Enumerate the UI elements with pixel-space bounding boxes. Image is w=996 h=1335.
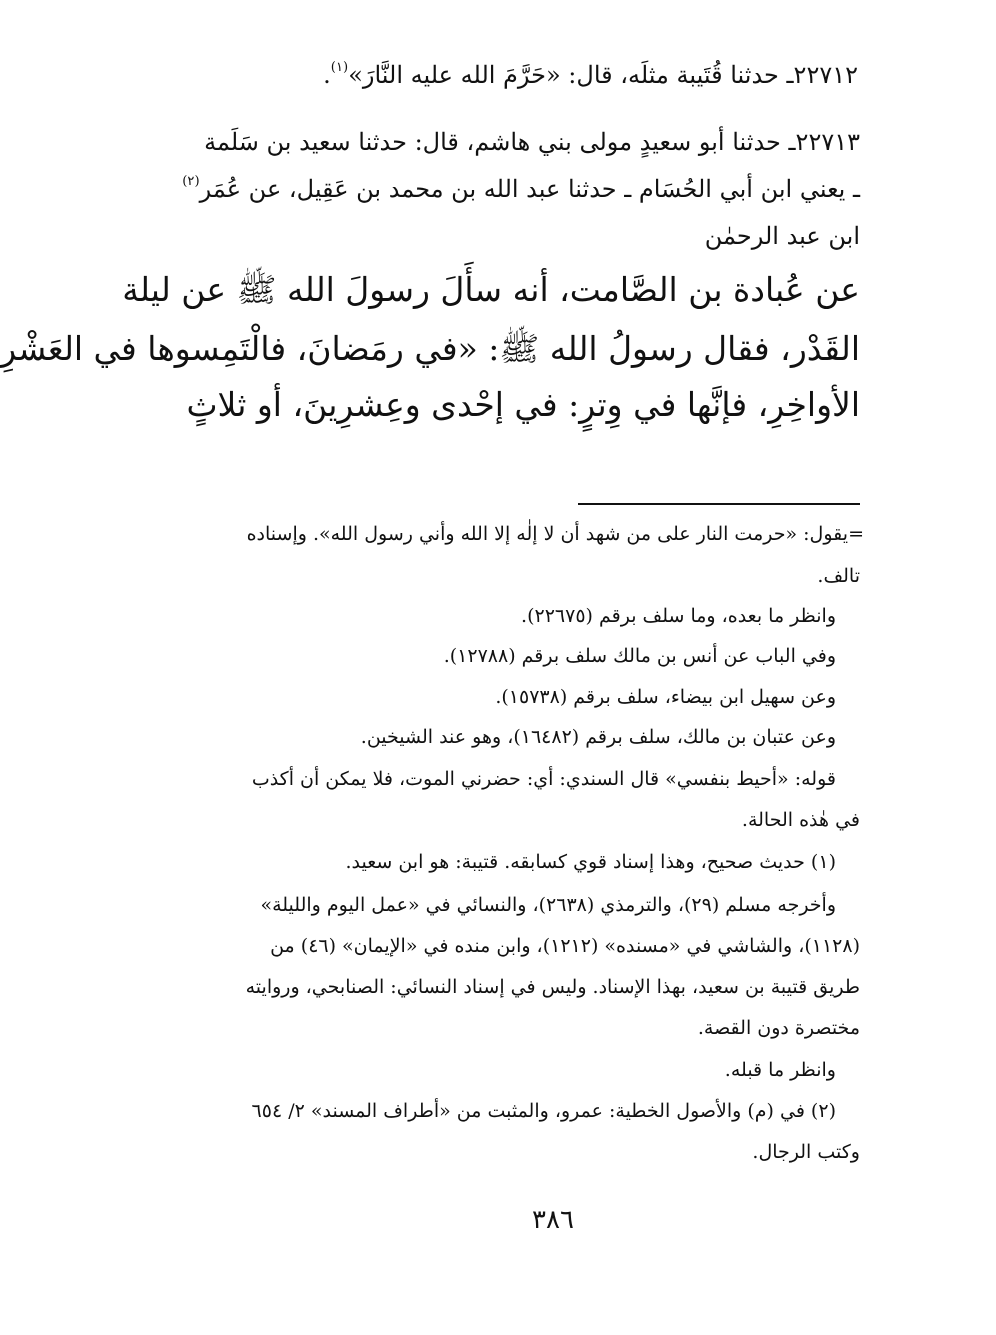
footnote-line-14: وانظر ما قبله. xyxy=(724,1059,836,1081)
footnote-line-2: تالف. xyxy=(817,565,860,587)
isnad-line-1: ٢٢٧١٣ـ حدثنا أبو سعيدٍ مولى بني هاشم، قال: حدثنا سعيد بن سَلَمة xyxy=(204,128,860,156)
page-number: ٣٨٦ xyxy=(532,1205,574,1235)
isnad-line-2 xyxy=(182,174,860,203)
footnote-line-7: قوله: «أحيط بنفسي» قال السندي: أي: حضرني الموت، فلا يمكن أن أكذب xyxy=(251,768,836,790)
footnote-line-12: طريق قتيبة بن سعيد، بهذا الإسناد. وليس في إسناد النسائي: الصنابحي، وروايته xyxy=(245,976,860,998)
footnote-line-5: وعن سهيل ابن بيضاء، سلف برقم (١٥٧٣٨). xyxy=(495,686,836,708)
isnad-line-3: ابن عبد الرحمٰن xyxy=(704,222,860,250)
hadith-22712-text: ٢٢٧١٢ـ حدثنا قُتَيبة مثلَه، قال: «حَرَّمَ الله عليه النَّارَ» xyxy=(348,60,858,89)
footnote-ref-2: (٢) xyxy=(182,174,200,189)
footnote-line-8: في هٰذه الحالة. xyxy=(741,809,860,831)
footnote-line-15: (٢) في (م) والأصول الخطية: عمرو، والمثبت من «أطراف المسند» ٢/ ٦٥٤ xyxy=(251,1100,836,1122)
footnote-line-11: (١١٢٨)، والشاشي في «مسنده» (١٢١٢)، وابن منده في «الإيمان» (٤٦) من xyxy=(270,935,860,957)
matn-line-2: القَدْر، فقال رسولُ الله ﷺ: «في رمَضانَ، فالْتَمِسوها في العَشْرِ xyxy=(0,329,860,368)
footnote-line-4: وفي الباب عن أنس بن مالك سلف برقم (١٢٧٨٨). xyxy=(443,645,836,667)
footnote-line-10: وأخرجه مسلم (٢٩)، والترمذي (٢٦٣٨)، والنسائي في «عمل اليوم والليلة» xyxy=(260,894,836,916)
hadith-22712-line xyxy=(246,60,858,89)
footnote-separator xyxy=(578,503,860,505)
isnad-line-2-text: ـ يعني ابن أبي الحُسَام ـ حدثنا عبد الله بن محمد بن عَقِيل، عن عُمَر xyxy=(199,174,860,203)
footnote-line-13: مختصرة دون القصة. xyxy=(697,1017,860,1039)
footnote-line-16: وكتب الرجال. xyxy=(752,1141,860,1163)
matn-line-3: الأواخِرِ، فإنَّها في وِترٍ: في إحْدى وعِشرِينَ، أو ثلاثٍ xyxy=(186,385,860,424)
footnote-line-3: وانظر ما بعده، وما سلف برقم (٢٢٦٧٥). xyxy=(521,605,836,627)
footnote-line-6: وعن عتبان بن مالك، سلف برقم (١٦٤٨٢)، وهو عند الشيخين. xyxy=(360,726,836,748)
hadith-22712-end: . xyxy=(323,60,331,89)
matn-line-1: عن عُبادة بن الصَّامت، أنه سأَلَ رسولَ الله ﷺ عن ليلة xyxy=(122,270,860,309)
footnote-line-9: (١) حديث صحيح، وهذا إسناد قوي كسابقه. قتيبة: هو ابن سعيد. xyxy=(345,851,836,873)
footnote-line-1: =يقول: «حرمت النار على من شهد أن لا إلٰه إلا الله وأني رسول الله». وإسناده xyxy=(246,523,864,545)
footnote-ref-1: (١) xyxy=(330,60,349,75)
